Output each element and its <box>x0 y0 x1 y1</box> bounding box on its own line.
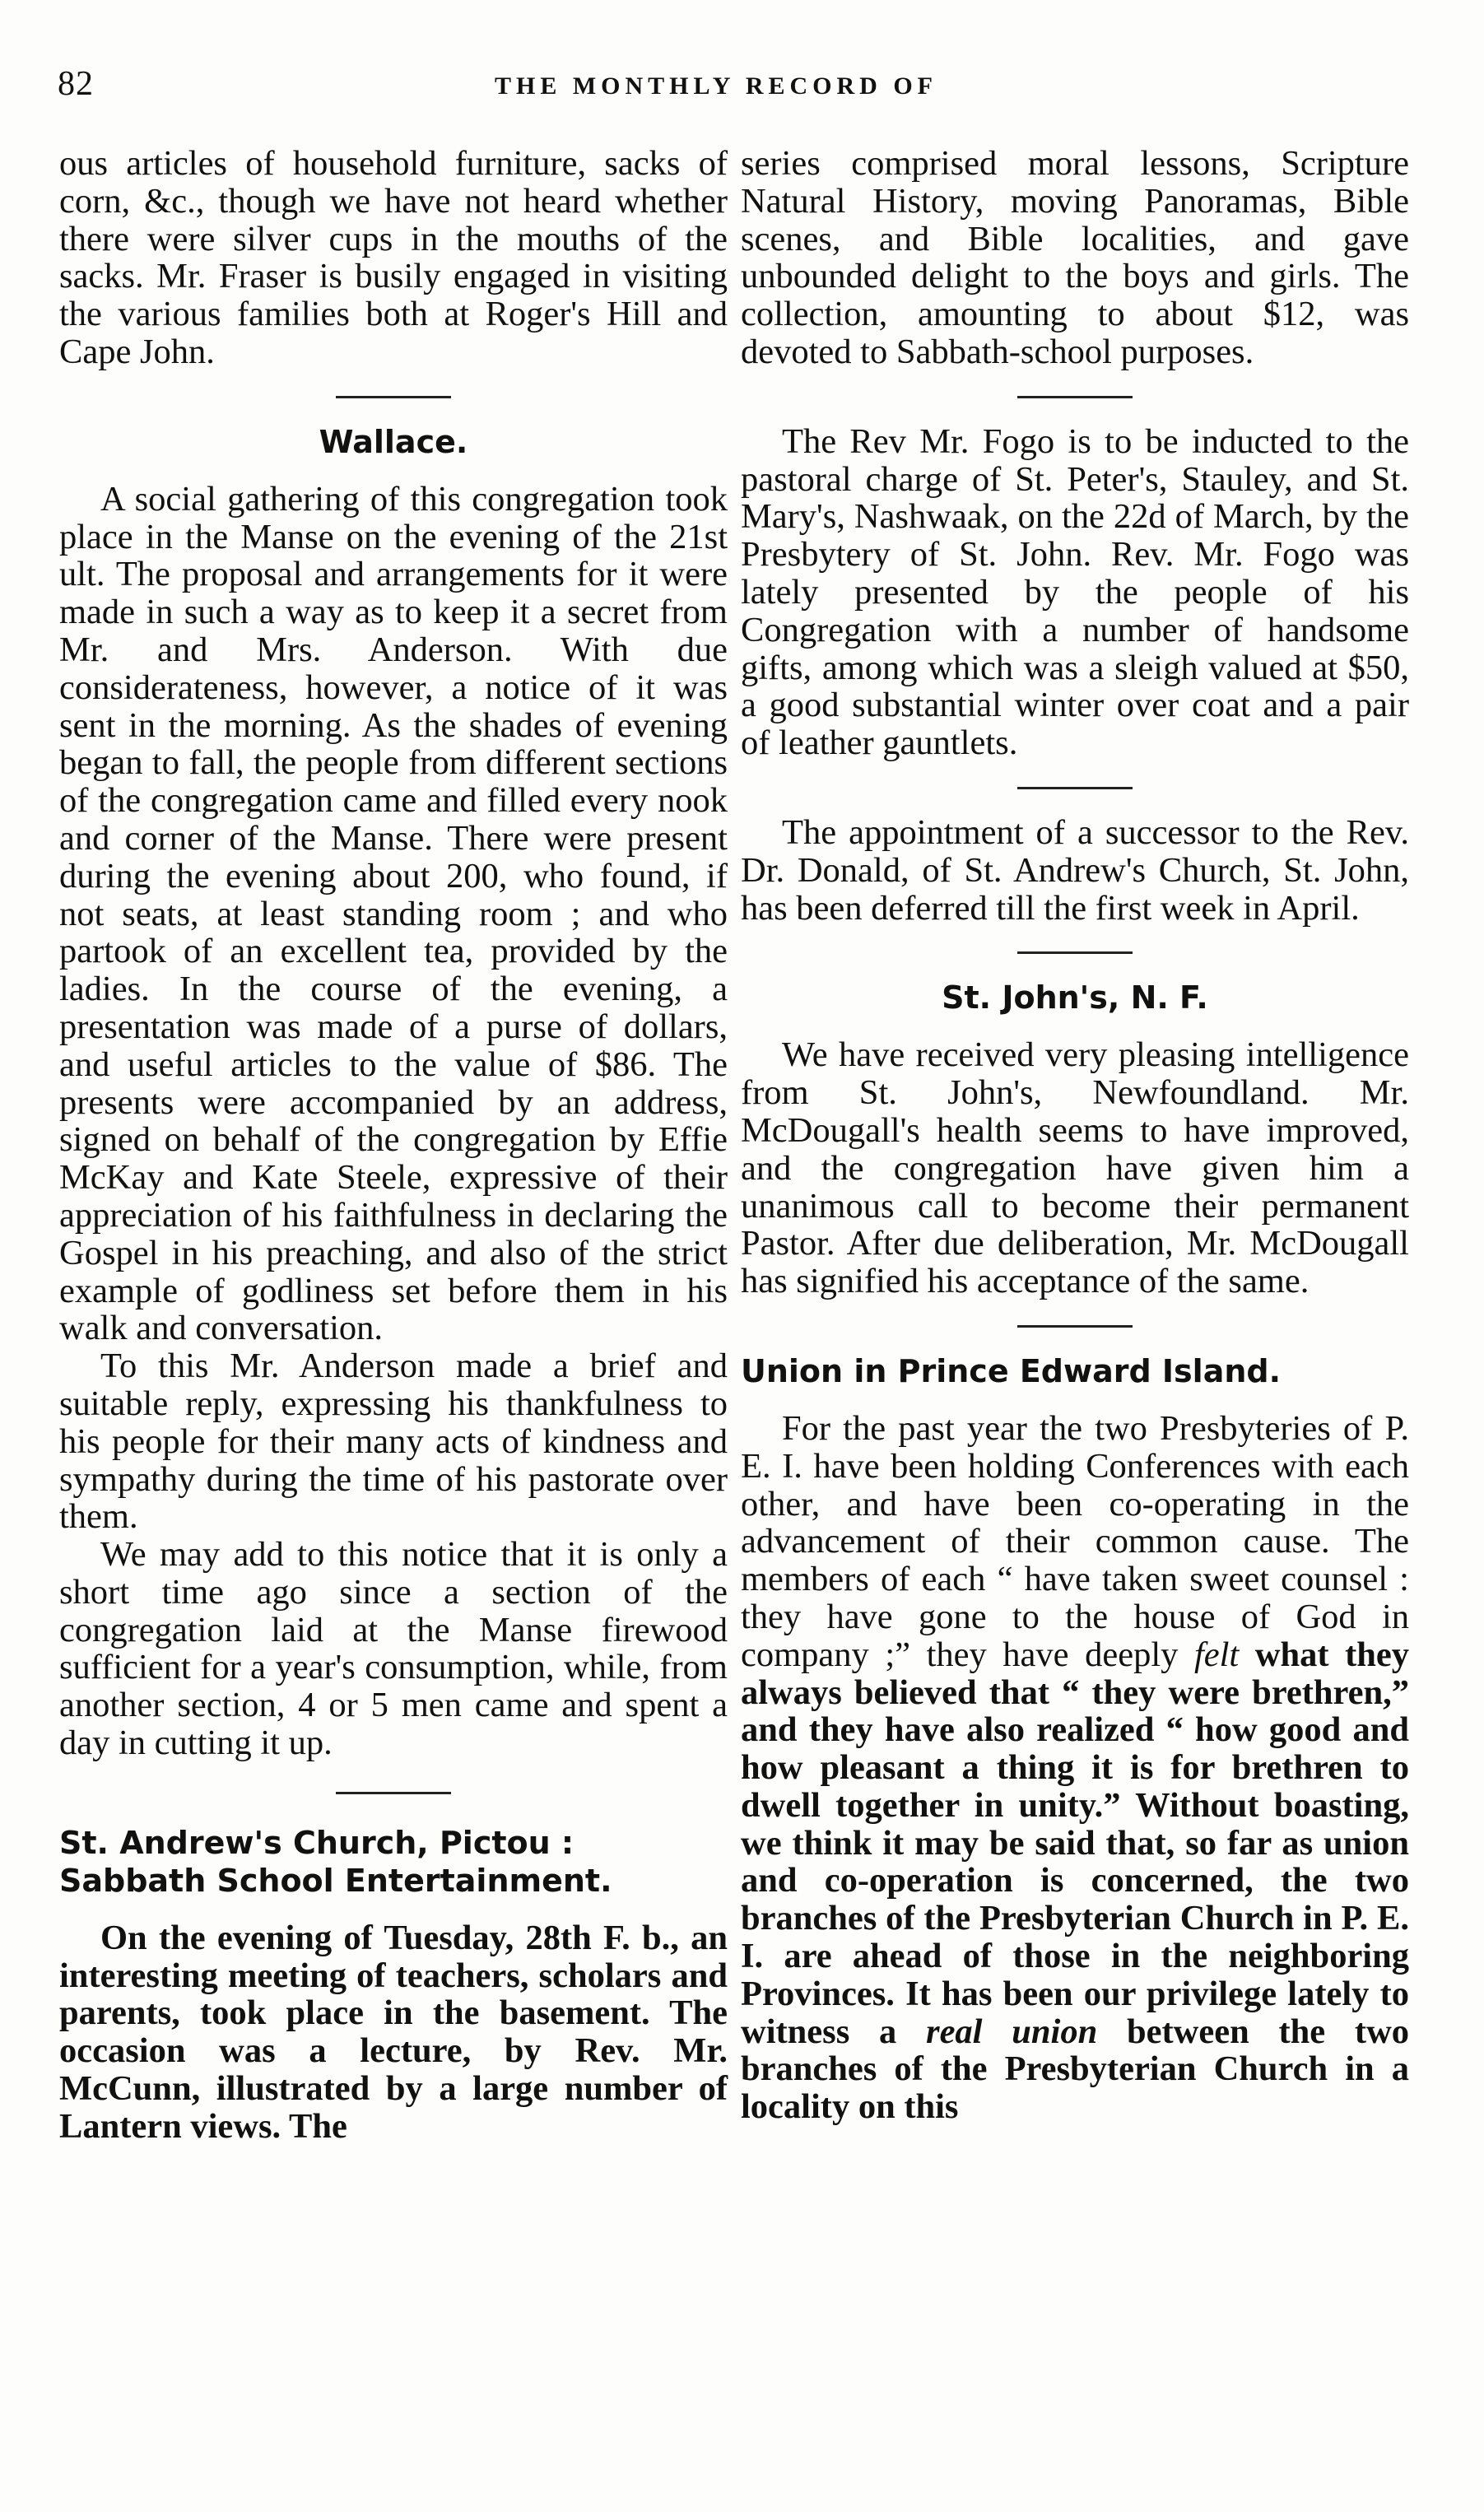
section-divider <box>1017 396 1133 398</box>
heading-st-andrews: St. Andrew's Church, Pictou : Sabbath School Entertainment. <box>59 1824 612 1899</box>
paragraph-continued: ous articles of household furniture, sacks of corn, &c., though we have not heard whether there were silver cups in the mouths of the sacks. Mr. Fraser is busily engaged in visiting the various families both at Roger's Hill and Cape John. <box>59 144 728 371</box>
running-title: THE MONTHLY RECORD OF <box>495 72 937 100</box>
paragraph-st-johns: We have received very pleasing intelligence from St. John's, Newfoundland. Mr. McDougall's health seems to have improved, and the congregation have given him a unanimous call to become their permanent Pastor. After due deliberation, Mr. McDougall has signified his acceptance of the same. <box>741 1035 1409 1301</box>
heading-st-johns: St. John's, N. F. <box>942 979 1208 1016</box>
paragraph-st-andrews: On the evening of Tuesday, 28th F. b., an interesting meeting of teachers, scholars and parents, took place in the basement. The occasion was a lecture, by Rev. Mr. McCunn, illustrated by a large number of Lantern views. The <box>59 1918 728 2146</box>
section-divider <box>1017 787 1133 789</box>
paragraph-union <box>741 1410 1409 2126</box>
page-number: 82 <box>58 65 94 103</box>
paragraph-successor: The appointment of a successor to the Rev. Dr. Donald, of St. Andrew's Church, St. John, has been deferred till the first week in April. <box>741 812 1409 928</box>
paragraph-wallace-3: We may add to this notice that it is only a short time ago since a section of the congregation laid at the Manse firewood sufficient for a year's consumption, while, from another section, 4 or 5 men came and spent a day in cutting it up. <box>59 1535 728 1763</box>
section-divider <box>1017 1325 1133 1328</box>
section-divider <box>336 396 451 398</box>
paragraph-union-part-2: what they always believed that “ they were brethren,” and they have also realized “ how good and how pleasant a thing it is for brethren to dwell together in unity.” Without boasting, we think it may be said that, so far as union and co-operation is concerned, the two branches of the Presbyterian Church in P. E. I. are ahead of those in the neighboring Provinces. It has been our privilege lately to witness a <box>741 1635 1410 2051</box>
paragraph-series: series comprised moral lessons, Scripture Natural History, moving Panoramas, Bible scenes, and Bible localities, and gave unbounded delight to the boys and girls. The collection, amounting to about $12, was devoted to Sabbath-school purposes. <box>741 144 1409 371</box>
heading-wallace: Wallace. <box>319 423 468 460</box>
paragraph-union-part-3: between the two branches of the Presbyterian Church in a locality on this <box>741 2012 1410 2127</box>
section-divider <box>336 1792 451 1794</box>
emphasis-real-union: real union <box>926 2012 1098 2051</box>
heading-union-pei: Union in Prince Edward Island. <box>741 1352 1282 1389</box>
paragraph-union-part-1: For the past year the two Presbyteries of P. E. I. have been holding Conferences with each other, and have been co-operating in the advancement of their common cause. The members of each “ have taken sweet counsel : they have gone to the house of God in company ;” they have deeply <box>741 1408 1409 1674</box>
section-divider <box>1017 951 1133 954</box>
right-column <box>741 145 1409 2126</box>
paragraph-wallace-2: To this Mr. Anderson made a brief and suitable reply, expressing his thankfulness to his people for their many acts of kindness and sympathy during the time of his pastorate over them. <box>59 1347 728 1537</box>
paragraph-wallace-1: A social gathering of this congregation took place in the Manse on the evening of the 21st ult. The proposal and arrangements for it were made in such a way as to keep it a secret from Mr. and Mrs. Anderson. With due considerateness, however, a notice of it was sent in the morning. As the shades of evening began to fall, the people from different sections of the congregation came and filled every nook and corner of the Manse. There were present during the evening about 200, who found, if not seats, at least standing room ; and who partook of an excellent tea, provided by the ladies. In the course of the evening, a presentation was made of a purse of dollars, and useful articles to the value of $86. The presents were accompanied by an address, signed on behalf of the congregation by Effie McKay and Kate Steele, expressive of their appreciation of his faithfulness in declaring the Gospel in his preaching, and also of the strict example of godliness set before them in his walk and conversation. <box>59 479 728 1348</box>
page-header <box>58 64 1375 114</box>
left-column <box>59 145 728 2146</box>
emphasis-felt: felt <box>1193 1635 1240 1674</box>
paragraph-fogo: The Rev Mr. Fogo is to be inducted to the pastoral charge of St. Peter's, Stauley, and St. Mary's, Nashwaak, on the 22d of March, by the Presbytery of St. John. Rev. Mr. Fogo was lately presented by the people of his Congregation with a number of handsome gifts, among which was a sleigh valued at $50, a good substantial winter over coat and a pair of leather gauntlets. <box>741 421 1409 763</box>
